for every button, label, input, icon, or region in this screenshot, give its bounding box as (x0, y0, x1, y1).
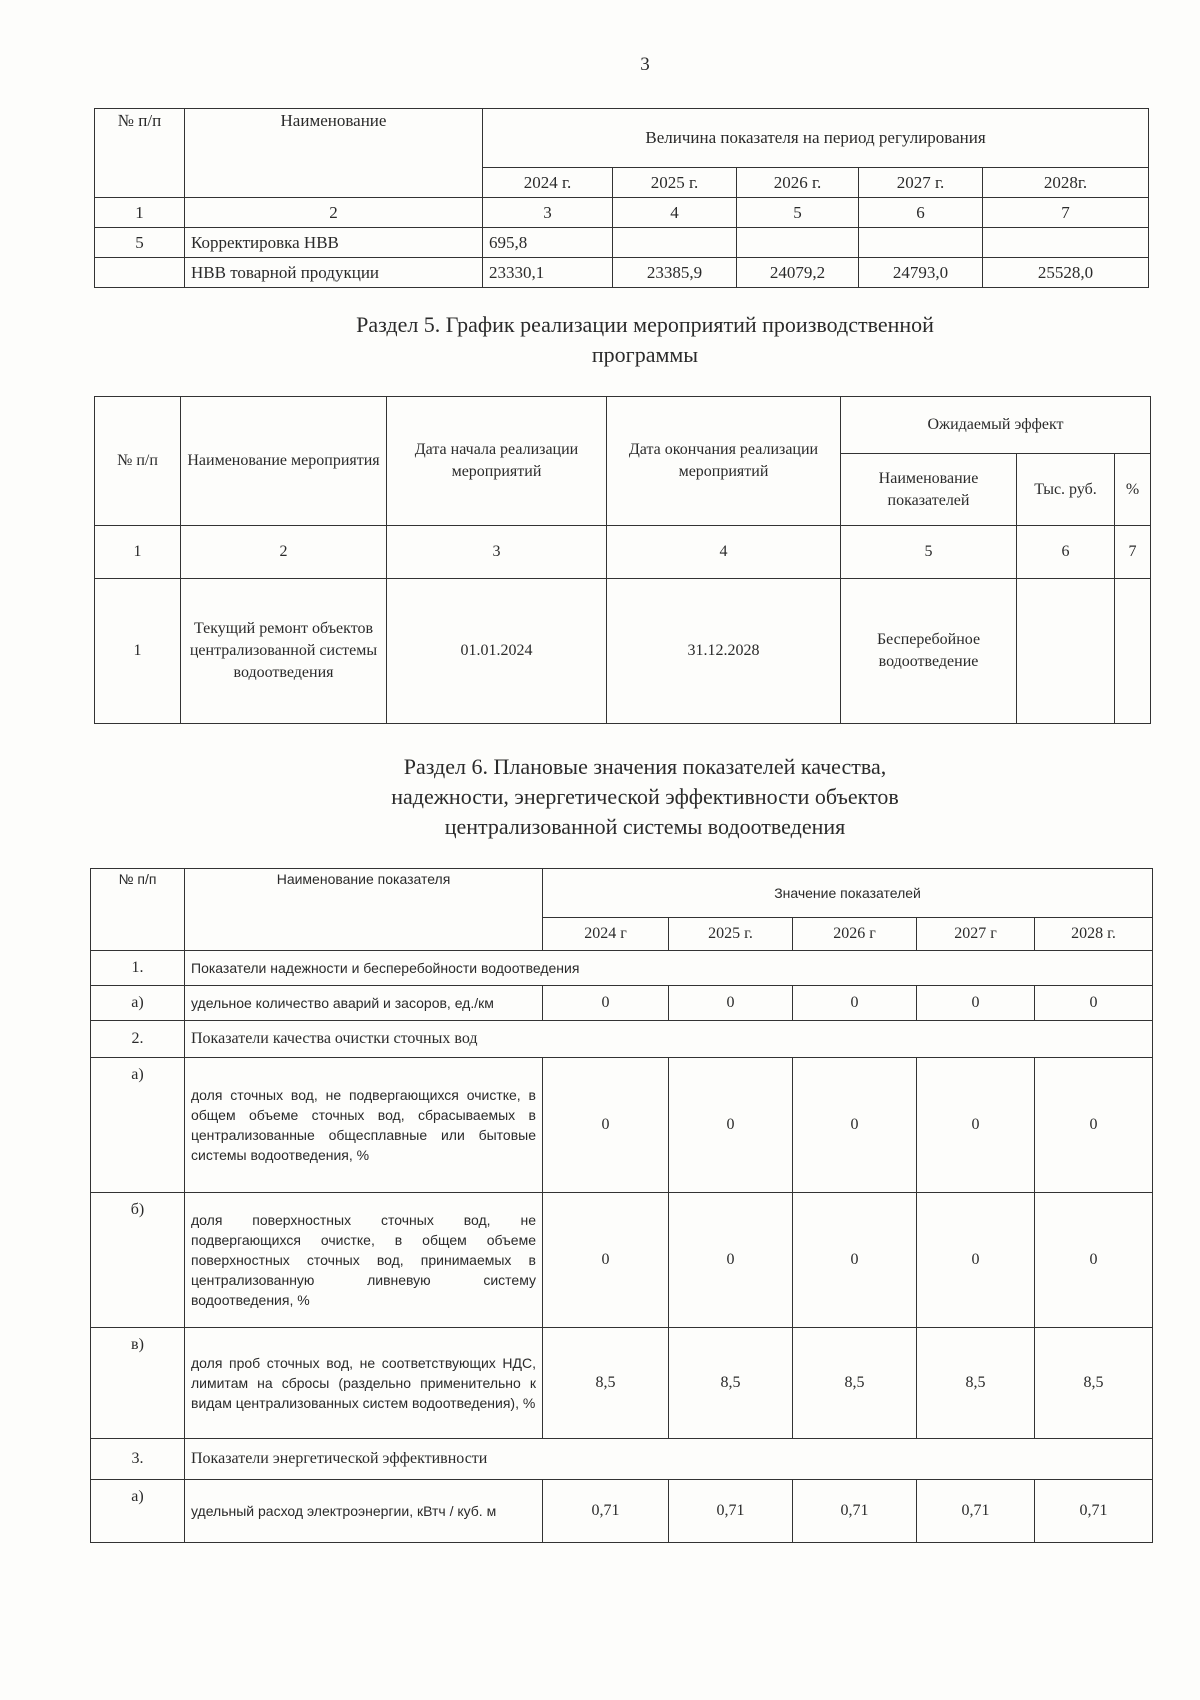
index-cell: 4 (607, 526, 841, 579)
group-row (91, 1439, 1153, 1480)
row-num: 5 (95, 228, 185, 258)
header-name: Наименование показателя (185, 869, 543, 951)
index-cell: 3 (387, 526, 607, 579)
group-num: 3. (91, 1439, 185, 1480)
group-title: Показатели надежности и бесперебойности водоотведения (185, 951, 1153, 986)
activities-schedule-table (94, 396, 1151, 724)
row-value: 0 (1035, 986, 1153, 1021)
group-row (91, 951, 1153, 986)
row-start-date: 01.01.2024 (387, 579, 607, 724)
row-value: 0 (793, 1193, 917, 1328)
index-row (95, 526, 1151, 579)
row-value: 23385,9 (613, 258, 737, 288)
index-cell: 1 (95, 526, 181, 579)
row-num: а) (91, 986, 185, 1021)
header-start-date: Дата начала реализации мероприятий (387, 397, 607, 526)
row-indicator: Бесперебойное водоотведение (841, 579, 1017, 724)
table-row (91, 1480, 1153, 1543)
row-value: 0 (669, 1058, 793, 1193)
row-value: 0 (669, 1193, 793, 1328)
index-cell: 7 (1115, 526, 1151, 579)
group-title: Показатели качества очистки сточных вод (185, 1021, 1153, 1058)
regulation-values-table (94, 108, 1149, 288)
group-num: 2. (91, 1021, 185, 1058)
table-row (91, 986, 1153, 1021)
row-value: 8,5 (793, 1328, 917, 1439)
row-end-date: 31.12.2028 (607, 579, 841, 724)
row-value: 0,71 (669, 1480, 793, 1543)
group-title: Показатели энергетической эффективности (185, 1439, 1153, 1480)
row-name: удельный расход электроэнергии, кВтч / куб. м (185, 1480, 543, 1543)
index-cell: 2 (181, 526, 387, 579)
row-value: 8,5 (917, 1328, 1035, 1439)
row-value: 0 (669, 986, 793, 1021)
header-year: 2028г. (983, 168, 1149, 198)
table-row (95, 579, 1151, 724)
table-row (91, 1193, 1153, 1328)
header-year: 2027 г. (859, 168, 983, 198)
index-cell: 4 (613, 198, 737, 228)
index-cell: 3 (483, 198, 613, 228)
header-expected-effect: Ожидаемый эффект (841, 397, 1151, 454)
row-name: доля проб сточных вод, не соответствующих НДС, лимитам на сбросы (раздельно применительно к видам централизованных систем водоотведения), % (185, 1328, 543, 1439)
row-value: 0,71 (1035, 1480, 1153, 1543)
section-5-title-line: программы (591, 342, 699, 367)
group-row (91, 1021, 1153, 1058)
table-row (91, 1328, 1153, 1439)
row-value (737, 228, 859, 258)
row-value: 0,71 (793, 1480, 917, 1543)
section-6-title-line: Раздел 6. Плановые значения показателей качества, (403, 754, 887, 779)
page-number: 3 (640, 54, 650, 75)
row-value: 0 (917, 1193, 1035, 1328)
header-year: 2026 г (793, 918, 917, 951)
section-5-title (0, 310, 1200, 370)
row-name: доля сточных вод, не подвергающихся очистке, в общем объеме сточных вод, сбрасываемых в централизованные общесплавные или бытовые системы водоотведения, % (185, 1058, 543, 1193)
row-value: 0 (917, 986, 1035, 1021)
header-year: 2025 г. (613, 168, 737, 198)
index-row (95, 198, 1149, 228)
row-value (859, 228, 983, 258)
row-name: Корректировка НВВ (185, 228, 483, 258)
row-value: 0 (543, 1193, 669, 1328)
header-value-group: Величина показателя на период регулирования (483, 109, 1149, 168)
index-cell: 5 (841, 526, 1017, 579)
header-year: 2028 г. (1035, 918, 1153, 951)
row-num: 1 (95, 579, 181, 724)
section-5-title-line: Раздел 5. График реализации мероприятий производственной (356, 312, 934, 337)
row-value: 695,8 (483, 228, 613, 258)
header-year: 2027 г (917, 918, 1035, 951)
row-value: 0 (793, 986, 917, 1021)
index-cell: 5 (737, 198, 859, 228)
index-cell: 6 (1017, 526, 1115, 579)
row-value: 0 (1035, 1193, 1153, 1328)
header-num: № п/п (91, 869, 185, 951)
header-name: Наименование (185, 109, 483, 198)
row-value: 0 (543, 986, 669, 1021)
table-row (95, 258, 1149, 288)
index-cell: 2 (185, 198, 483, 228)
header-num: № п/п (95, 397, 181, 526)
row-value: 0 (917, 1058, 1035, 1193)
row-value: 23330,1 (483, 258, 613, 288)
header-end-date: Дата окончания реализации мероприятий (607, 397, 841, 526)
row-value: 0 (793, 1058, 917, 1193)
row-value: 0,71 (543, 1480, 669, 1543)
row-activity-name: Текущий ремонт объектов централизованной системы водоотведения (181, 579, 387, 724)
row-value: 0,71 (917, 1480, 1035, 1543)
row-value (613, 228, 737, 258)
row-num: а) (91, 1058, 185, 1193)
row-num: б) (91, 1193, 185, 1328)
row-value: 8,5 (543, 1328, 669, 1439)
header-year: 2026 г. (737, 168, 859, 198)
row-percent (1115, 579, 1151, 724)
row-value: 8,5 (669, 1328, 793, 1439)
index-cell: 6 (859, 198, 983, 228)
header-year: 2025 г. (669, 918, 793, 951)
section-6-title-line: централизованной системы водоотведения (444, 814, 846, 839)
header-num: № п/п (95, 109, 185, 198)
section-6-title (0, 752, 1200, 842)
header-value-group: Значение показателей (543, 869, 1153, 918)
header-thousand-rub: Тыс. руб. (1017, 454, 1115, 526)
group-num: 1. (91, 951, 185, 986)
row-value: 25528,0 (983, 258, 1149, 288)
row-value: 24793,0 (859, 258, 983, 288)
section-6-title-line: надежности, энергетической эффективности объектов (391, 784, 899, 809)
header-name: Наименование мероприятия (181, 397, 387, 526)
table-row (91, 1058, 1153, 1193)
header-indicators: Наименование показателей (841, 454, 1017, 526)
row-value: 8,5 (1035, 1328, 1153, 1439)
row-thousand-rub (1017, 579, 1115, 724)
row-num: а) (91, 1480, 185, 1543)
row-num (95, 258, 185, 288)
row-name: НВВ товарной продукции (185, 258, 483, 288)
header-percent: % (1115, 454, 1151, 526)
row-num: в) (91, 1328, 185, 1439)
header-year: 2024 г (543, 918, 669, 951)
row-value: 0 (543, 1058, 669, 1193)
row-value: 0 (1035, 1058, 1153, 1193)
table-row (95, 228, 1149, 258)
index-cell: 1 (95, 198, 185, 228)
row-name: удельное количество аварий и засоров, ед./км (185, 986, 543, 1021)
index-cell: 7 (983, 198, 1149, 228)
row-name: доля поверхностных сточных вод, не подвергающихся очистке, в общем объеме поверхностных сточных вод, принимаемых в централизованную ливневую систему водоотведения, % (185, 1193, 543, 1328)
row-value (983, 228, 1149, 258)
row-value: 24079,2 (737, 258, 859, 288)
header-year: 2024 г. (483, 168, 613, 198)
quality-indicators-table (90, 868, 1153, 1543)
